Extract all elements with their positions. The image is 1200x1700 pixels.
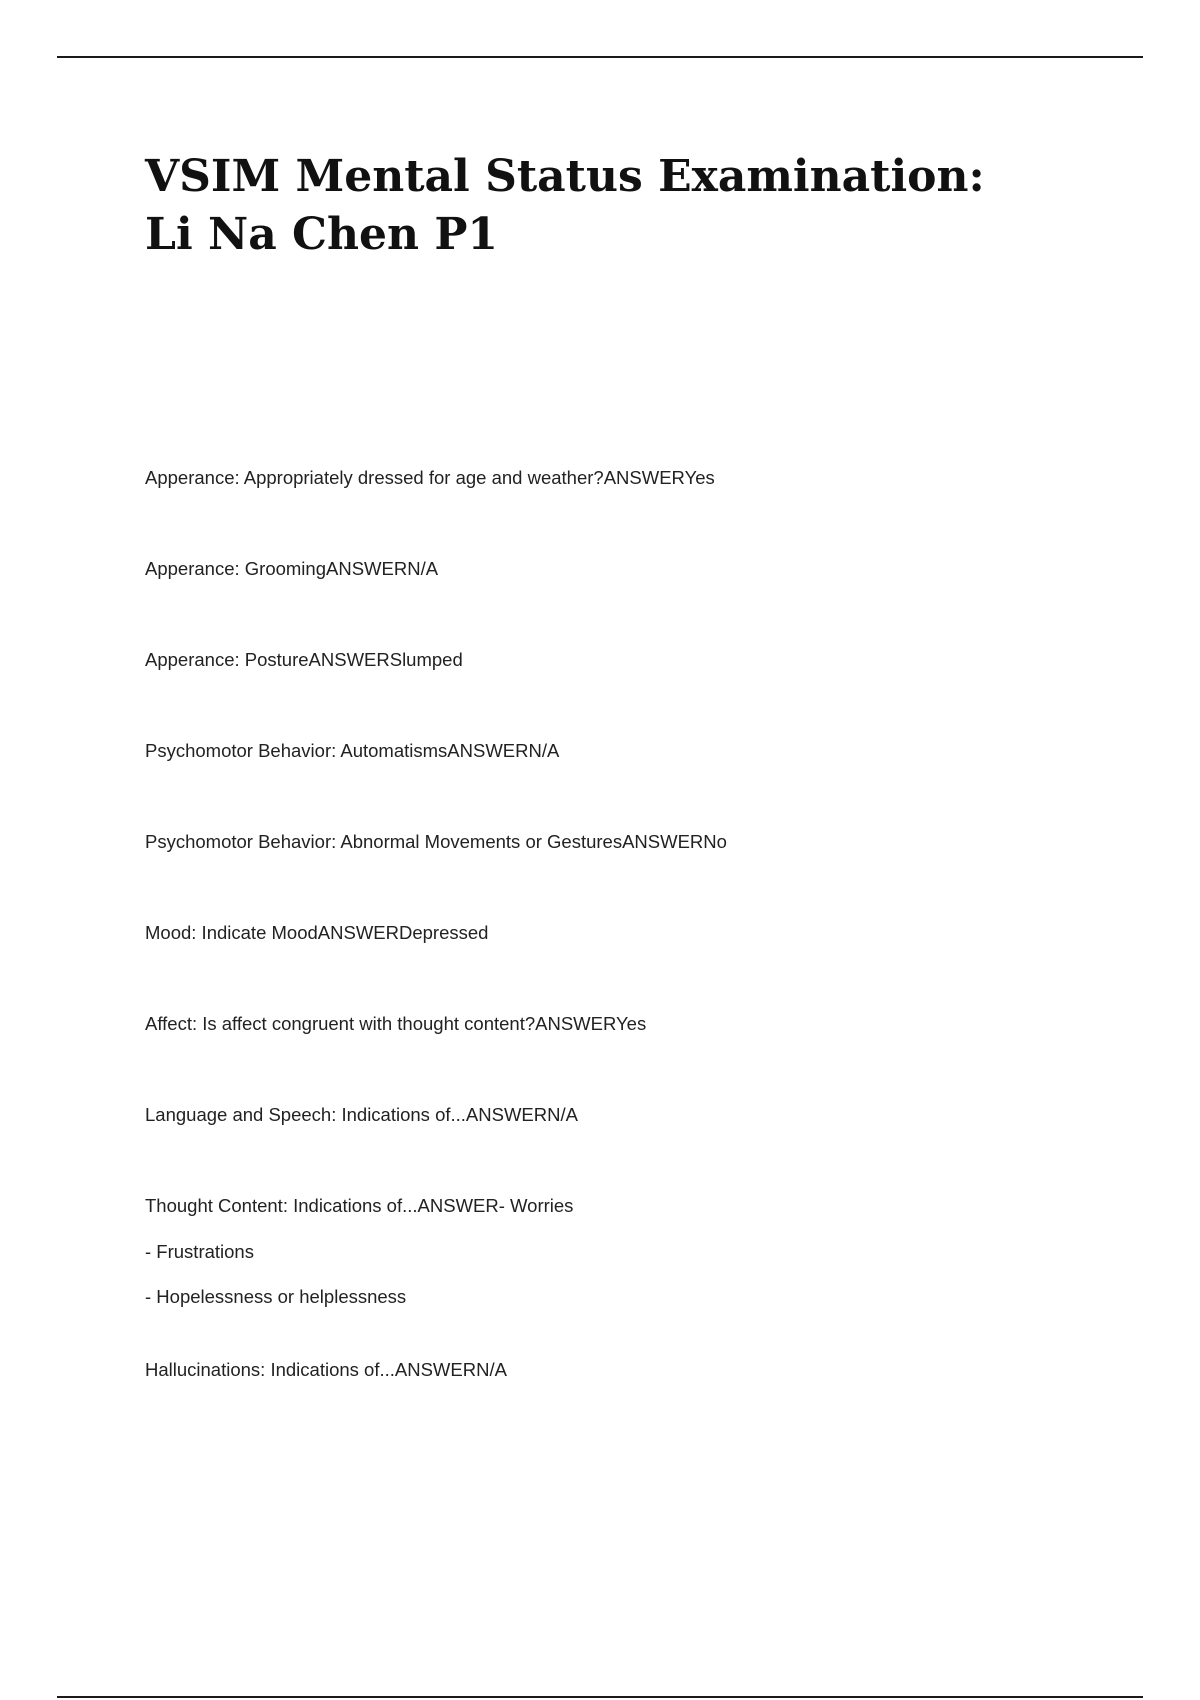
question-text: Apperance: Appropriately dressed for age and weather? xyxy=(145,467,604,488)
answer-marker: ANSWER xyxy=(326,558,408,579)
answer-text: Slumped xyxy=(389,649,463,670)
question-text: Mood: Indicate Mood xyxy=(145,922,318,943)
qa-line xyxy=(145,556,1095,582)
answer-text: Yes xyxy=(684,467,715,488)
qa-item xyxy=(145,1011,1095,1102)
answer-marker: ANSWER xyxy=(317,922,399,943)
qa-line xyxy=(145,920,1095,946)
question-text: Affect: Is affect congruent with thought content? xyxy=(145,1013,536,1034)
document-title: VSIM Mental Status Examination: Li Na Chen P1 xyxy=(145,151,985,260)
answer-marker: ANSWER xyxy=(535,1013,617,1034)
qa-item xyxy=(145,465,1095,556)
question-text: Apperance: Grooming xyxy=(145,558,326,579)
top-rule xyxy=(57,56,1143,58)
answer-text: Yes xyxy=(616,1013,647,1034)
bottom-rule xyxy=(57,1696,1143,1698)
answer-marker: ANSWER xyxy=(308,649,390,670)
answer-text: N/A xyxy=(407,558,439,579)
qa-item xyxy=(145,647,1095,738)
qa-item xyxy=(145,1102,1095,1193)
answer-marker: ANSWER xyxy=(394,1359,477,1380)
qa-item xyxy=(145,556,1095,647)
answer-text: N/A xyxy=(476,1359,507,1380)
question-text: Apperance: Posture xyxy=(145,649,309,670)
answer-text: No xyxy=(703,831,727,852)
answer-text: - Worries xyxy=(498,1195,574,1216)
answer-marker: ANSWER xyxy=(622,831,704,852)
qa-line xyxy=(145,647,1095,673)
answer-text: Depressed xyxy=(398,922,489,943)
qa-item xyxy=(145,1357,1095,1448)
qa-item xyxy=(145,829,1095,920)
qa-item xyxy=(145,738,1095,829)
qa-line xyxy=(145,1193,1095,1219)
question-text: Psychomotor Behavior: Abnormal Movements or Gestures xyxy=(145,831,623,852)
question-text: Hallucinations: Indications of... xyxy=(145,1359,395,1380)
answer-continuation: - Frustrations xyxy=(145,1241,254,1262)
answer-marker: ANSWER xyxy=(465,1104,548,1125)
answer-text: N/A xyxy=(528,740,560,761)
qa-line xyxy=(145,1357,1095,1383)
question-text: Thought Content: Indications of... xyxy=(145,1195,418,1216)
qa-list xyxy=(145,465,1095,1448)
question-text: Language and Speech: Indications of... xyxy=(145,1104,466,1125)
qa-line xyxy=(145,1011,1095,1037)
question-text: Psychomotor Behavior: Automatisms xyxy=(145,740,448,761)
answer-marker: ANSWER xyxy=(447,740,529,761)
answer-marker: ANSWER xyxy=(603,467,685,488)
qa-line xyxy=(145,738,1095,764)
qa-line xyxy=(145,1102,1095,1128)
qa-item xyxy=(145,920,1095,1011)
qa-line xyxy=(145,465,1095,491)
qa-item xyxy=(145,1193,1095,1310)
qa-line xyxy=(145,829,1095,855)
answer-continuation: - Hopelessness or helplessness xyxy=(145,1286,407,1307)
answer-text: N/A xyxy=(547,1104,578,1125)
answer-marker: ANSWER xyxy=(417,1195,499,1216)
